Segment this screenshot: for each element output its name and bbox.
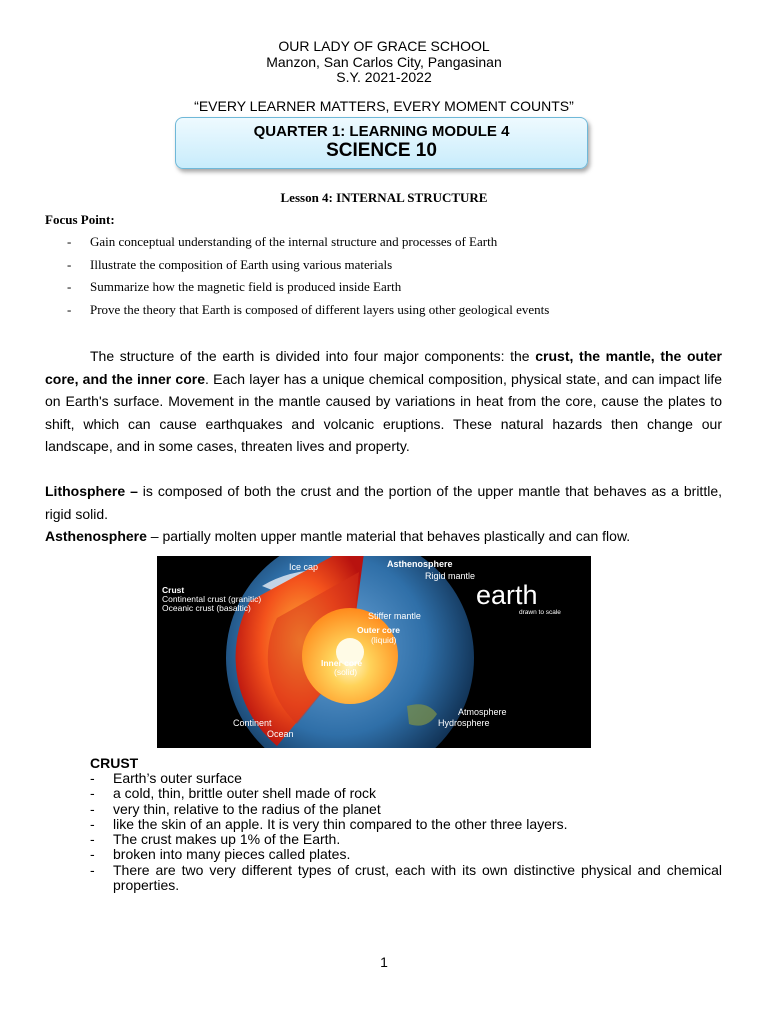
label-inner-core-state: (solid)	[334, 667, 358, 677]
list-bullet: -	[90, 800, 95, 817]
label-asthenosphere: Asthenosphere	[387, 559, 453, 569]
asthenosphere-definition	[45, 525, 722, 548]
label-stiffer-mantle: Stiffer mantle	[368, 611, 421, 621]
label-continental-crust: Continental crust (granitic)	[162, 594, 262, 604]
crust-item-text: There are two very different types of crust, each with its own distinctive physical and chemical properties.	[113, 861, 722, 894]
list-bullet: -	[90, 770, 95, 786]
focus-point-heading: Focus Point:	[45, 212, 115, 227]
asthenosphere-text: – partially molten upper mantle material that behaves plastically and can flow.	[146, 528, 631, 544]
list-bullet: -	[90, 815, 95, 832]
label-inner-core: Inner core	[321, 658, 363, 668]
crust-item-text: a cold, thin, brittle outer shell made of rock	[113, 785, 377, 802]
list-bullet: -	[67, 256, 72, 272]
crust-item-text: Earth’s outer surface	[113, 770, 242, 786]
crust-item	[90, 832, 722, 847]
list-bullet: -	[90, 831, 95, 848]
list-bullet: -	[90, 846, 95, 863]
crust-item	[90, 847, 722, 862]
intro-layers-bold: crust, the mantle, the outer core, and the inner core	[45, 348, 722, 387]
focus-item	[45, 233, 725, 256]
focus-item-text: Illustrate the composition of Earth using various materials	[90, 256, 393, 272]
focus-item-text: Summarize how the magnetic field is produced inside Earth	[90, 279, 402, 294]
list-bullet: -	[67, 279, 72, 294]
label-outer-core-state: (liquid)	[371, 635, 397, 645]
lithosphere-definition	[45, 480, 722, 525]
label-ocean: Ocean	[267, 729, 294, 739]
crust-item	[90, 817, 722, 832]
intro-paragraph	[45, 345, 722, 458]
figure-subtitle: drawn to scale	[519, 609, 561, 616]
crust-item	[90, 786, 722, 801]
list-bullet: -	[90, 861, 95, 878]
lithosphere-term: Lithosphere –	[45, 483, 138, 499]
intro-text-start: The structure of the earth is divided into four major components: the	[90, 348, 536, 364]
focus-item	[45, 256, 725, 279]
module-title-box	[175, 117, 588, 169]
intro-text-end: . Each layer has a unique chemical composition, physical state, and can impact life on Earth's surface. Movement in the mantle caused by variations in heat from the core, cause the plates to shift, which can cause earthquakes and volcanic eruptions. These natural hazards then change our landscape, and in some cases, threaten lives and property.	[45, 370, 722, 454]
crust-item	[90, 771, 722, 786]
crust-item-text: The crust makes up 1% of the Earth.	[113, 831, 341, 848]
label-rigid-mantle: Rigid mantle	[425, 571, 476, 581]
crust-item	[90, 802, 722, 817]
crust-item-text: like the skin of an apple. It is very thin compared to the other three layers.	[113, 815, 568, 832]
earth-structure-figure	[157, 556, 591, 748]
label-ice-cap: Ice cap	[289, 562, 319, 572]
school-name: OUR LADY OF GRACE SCHOOL	[278, 38, 490, 54]
focus-item	[45, 301, 725, 324]
focus-point-list	[45, 233, 725, 323]
lithosphere-text: is composed of both the crust and the portion of the upper mantle that behaves as a brittle, rigid solid.	[45, 483, 722, 522]
crust-item-text: very thin, relative to the radius of the planet	[113, 800, 381, 817]
figure-title: earth	[476, 580, 538, 610]
label-continent: Continent	[233, 718, 272, 728]
crust-item	[90, 863, 722, 894]
crust-list	[90, 771, 722, 893]
focus-item-text: Prove the theory that Earth is composed of different layers using other geological events	[90, 301, 550, 317]
crust-item-text: broken into many pieces called plates.	[113, 846, 351, 863]
lesson-title: Lesson 4: INTERNAL STRUCTURE	[280, 190, 488, 205]
label-atmosphere: Atmosphere	[458, 707, 507, 717]
label-oceanic-crust: Oceanic crust (basaltic)	[162, 603, 251, 613]
list-bullet: -	[67, 301, 72, 317]
focus-item-text: Gain conceptual understanding of the internal structure and processes of Earth	[90, 234, 498, 249]
label-hydrosphere: Hydrosphere	[438, 718, 490, 728]
module-quarter: QUARTER 1: LEARNING MODULE 4	[253, 123, 510, 140]
label-outer-core: Outer core	[357, 625, 400, 635]
list-bullet: -	[67, 234, 72, 249]
asthenosphere-term: Asthenosphere	[45, 528, 147, 544]
list-bullet: -	[90, 785, 95, 802]
module-subject: SCIENCE 10	[326, 140, 437, 161]
crust-heading: CRUST	[90, 755, 139, 771]
school-motto: “EVERY LEARNER MATTERS, EVERY MOMENT COUNTS”	[194, 98, 574, 114]
page-number: 1	[380, 954, 388, 970]
focus-item	[45, 278, 725, 301]
earth-cutaway-illustration	[157, 556, 591, 748]
school-year: S.Y. 2021-2022	[336, 69, 432, 85]
school-address: Manzon, San Carlos City, Pangasinan	[266, 54, 502, 70]
label-crust: Crust	[162, 585, 185, 595]
